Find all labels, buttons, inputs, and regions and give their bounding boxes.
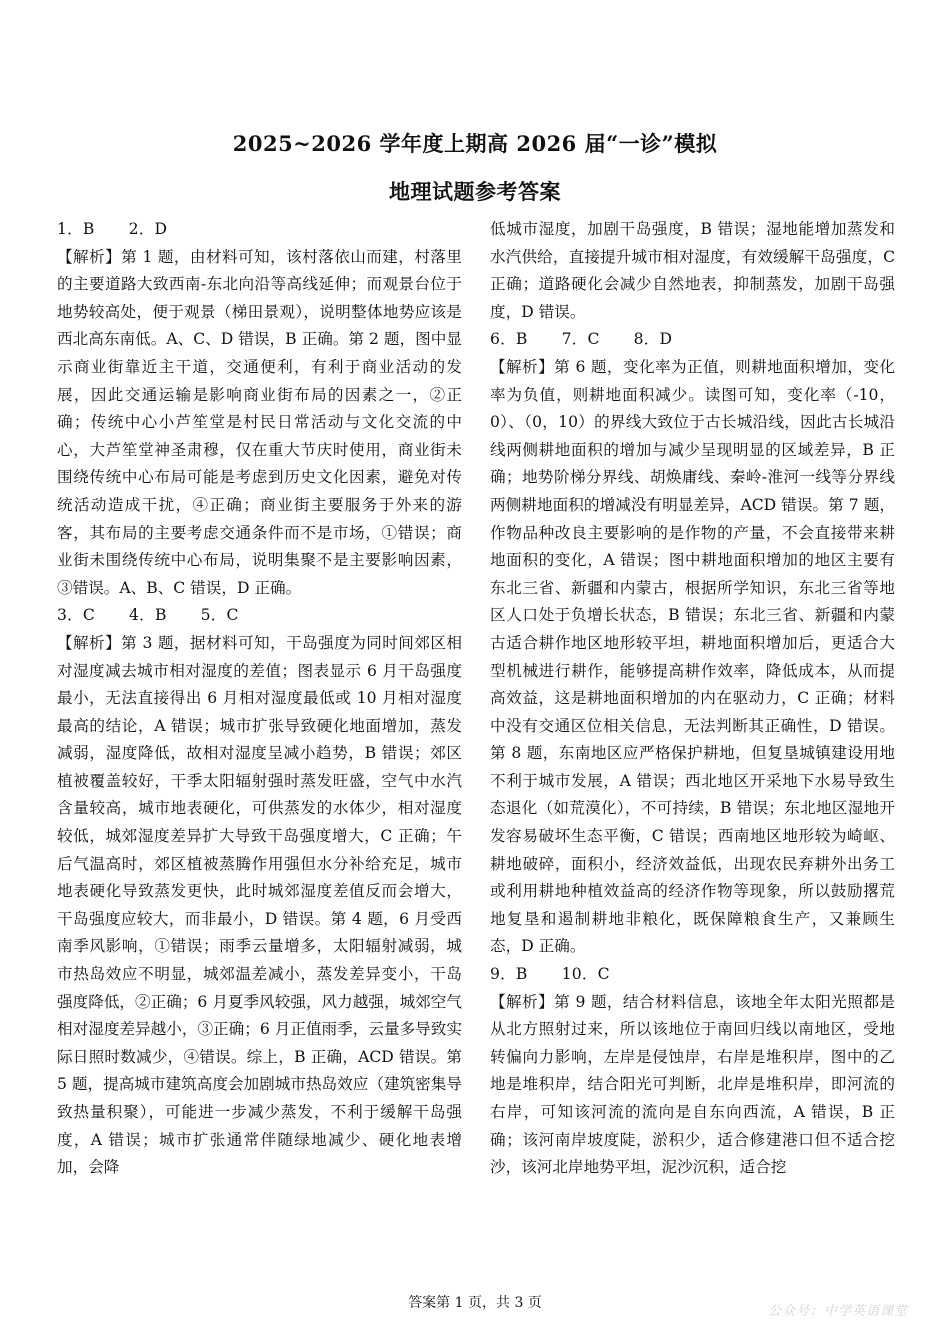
document-title: 2025~2026 学年度上期高 2026 届“一诊”模拟 xyxy=(232,131,718,156)
analysis-3-5-part2: 低城市湿度，加剧干岛强度，B 错误；湿地能增加蒸发和水汽供给，直接提升城市相对湿度，有效缓解干岛强度，C 正确；道路硬化会减少自然地表，抑制蒸发，加剧干岛强度，D 错误。 xyxy=(490,220,895,321)
answer-line-6-8: 6．B 7．C 8．D xyxy=(490,330,673,349)
left-column xyxy=(57,216,462,1182)
page-footer: 答案第 1 页，共 3 页 xyxy=(408,1295,542,1311)
analysis-6-8: 【解析】第 6 题，变化率为正值，则耕地面积增加，变化率为负值，则耕地面积减少。读图可知，变化率（-10，0）、（0，10）的界线大致位于古长城沿线，因此古长城沿线两侧耕地面积的增加与减少呈现明显的区域差异，B 正确；地势阶梯分界线、胡焕庸线、秦岭-淮河一线等分界线两侧耕地面积的增减没有明显差异，ACD 错误。第 7 题，作物品种改良主要影响的是作物的产量，不会直接带来耕地面积的变化，A 错误；图中耕地面积增加的地区主要有东北三省、新疆和内蒙古，根据所学知识，东北三省等地区人口处于负增长状态，B 错误；东北三省、新疆和内蒙古适合耕作地区地形较平坦，耕地面积增加后，更适合大型机械进行耕作，能够提高耕作效率，降低成本，从而提高效益，这是耕地面积增加的内在驱动力，C 正确；材料中没有交通区位相关信息，无法判断其正确性，D 错误。第 8 题，东南地区应严格保护耕地，但复垦城镇建设用地不利于城市发展，A 错误；西北地区开采地下水易导致生态退化（如荒漠化），不可持续，B 错误；东北地区湿地开发容易破坏生态平衡，C 错误；西南地区地形较为崎岖、耕地破碎，面积小，经济效益低，出现农民弃耕外出务工或利用耕地种植效益高的经济作物等现象，所以鼓励撂荒地复垦和遏制耕地非粮化，既保障粮食生产，又兼顾生态，D 正确。 xyxy=(490,357,895,956)
document-subtitle: 地理试题参考答案 xyxy=(389,179,561,204)
analysis-9-10: 【解析】第 9 题，结合材料信息，该地全年太阳光照都是从北方照射过来，所以该地位于南回归线以南地区，受地转偏向力影响，左岸是侵蚀岸，右岸是堆积岸，图中的乙地是堆积岸，结合阳光可判断，北岸是堆积岸，即河流的右岸，可知该河流的流向是自东向西流，A 错误，B 正确；该河南岸坡度陡，淤积少，适合修建港口但不适合挖沙，该河北岸地势平坦，泥沙沉积，适合挖 xyxy=(490,992,895,1177)
analysis-3-5-part1: 【解析】第 3 题，据材料可知，干岛强度为同时间郊区相对湿度减去城市相对湿度的差值；图表显示 6 月干岛强度最小，无法直接得出 6 月相对湿度最低或 10 月相对湿度最高的结论，A 错误；城市扩张导致硬化地面增加，蒸发减弱，湿度降低，故相对湿度呈减小趋势，B 错误；郊区植被覆盖较好，干季太阳辐射强时蒸发旺盛，空气中水汽含量较高，城市地表硬化，可供蒸发的水体少，相对湿度较低，城郊湿度差异扩大导致干岛强度增大，C 正确；午后气温高时，郊区植被蒸腾作用强但水分补给充足，城市地表硬化导致蒸发更快，此时城郊湿度差值反而会增大，干岛强度应较大，而非最小，D 错误。第 4 题，6 月受西南季风影响，①错误；雨季云量增多，太阳辐射减弱，城市热岛效应不明显，城郊温差减小，蒸发差异变小，干岛强度降低，②正确；6 月夏季风较强，风力越强，城郊空气相对湿度差异越小，③正确；6 月正值雨季，云量多导致实际日照时数减少，④错误。综上，B 正确，ACD 错误。第 5 题，提高城市建筑高度会加剧城市热岛效应（建筑密集导致热量积聚），可能进一步减少蒸发，不利于缓解干岛强度，A 错误；城市扩张通常伴随绿地减少、硬化地表增加，会降 xyxy=(57,633,462,1177)
right-column xyxy=(490,216,895,1182)
answer-line-3-5: 3．C 4．B 5．C xyxy=(57,606,239,625)
answer-line-9-10: 9．B 10．C xyxy=(490,965,610,984)
watermark: 公众号：中学英语课堂 xyxy=(767,1304,908,1319)
analysis-1-2: 【解析】第 1 题，由材料可知，该村落依山而建，村落里的主要道路大致西南-东北向沿等高线延伸；而观景台位于地势较高处，便于观景（梯田景观），说明整体地势应该是西北高东南低。A、C、D 错误，B 正确。第 2 题，图中显示商业街靠近主干道，交通便利，有利于商业活动的发展，因此交通运输是影响商业街布局的因素之一，②正确；传统中心小芦笙堂是村民日常活动与文化交流的中心，大芦笙堂神圣肃穆，仅在重大节庆时使用，商业街未围绕传统中心布局可能是考虑到历史文化因素，避免对传统活动造成干扰，④正确；商业街主要服务于外来的游客，其布局的主要考虑交通条件而不是市场，①错误；商业街未围绕传统中心布局，说明集聚不是主要影响因素，③错误。A、B、C 错误，D 正确。 xyxy=(57,247,462,597)
answer-line-1-2: 1．B 2．D xyxy=(57,220,168,238)
